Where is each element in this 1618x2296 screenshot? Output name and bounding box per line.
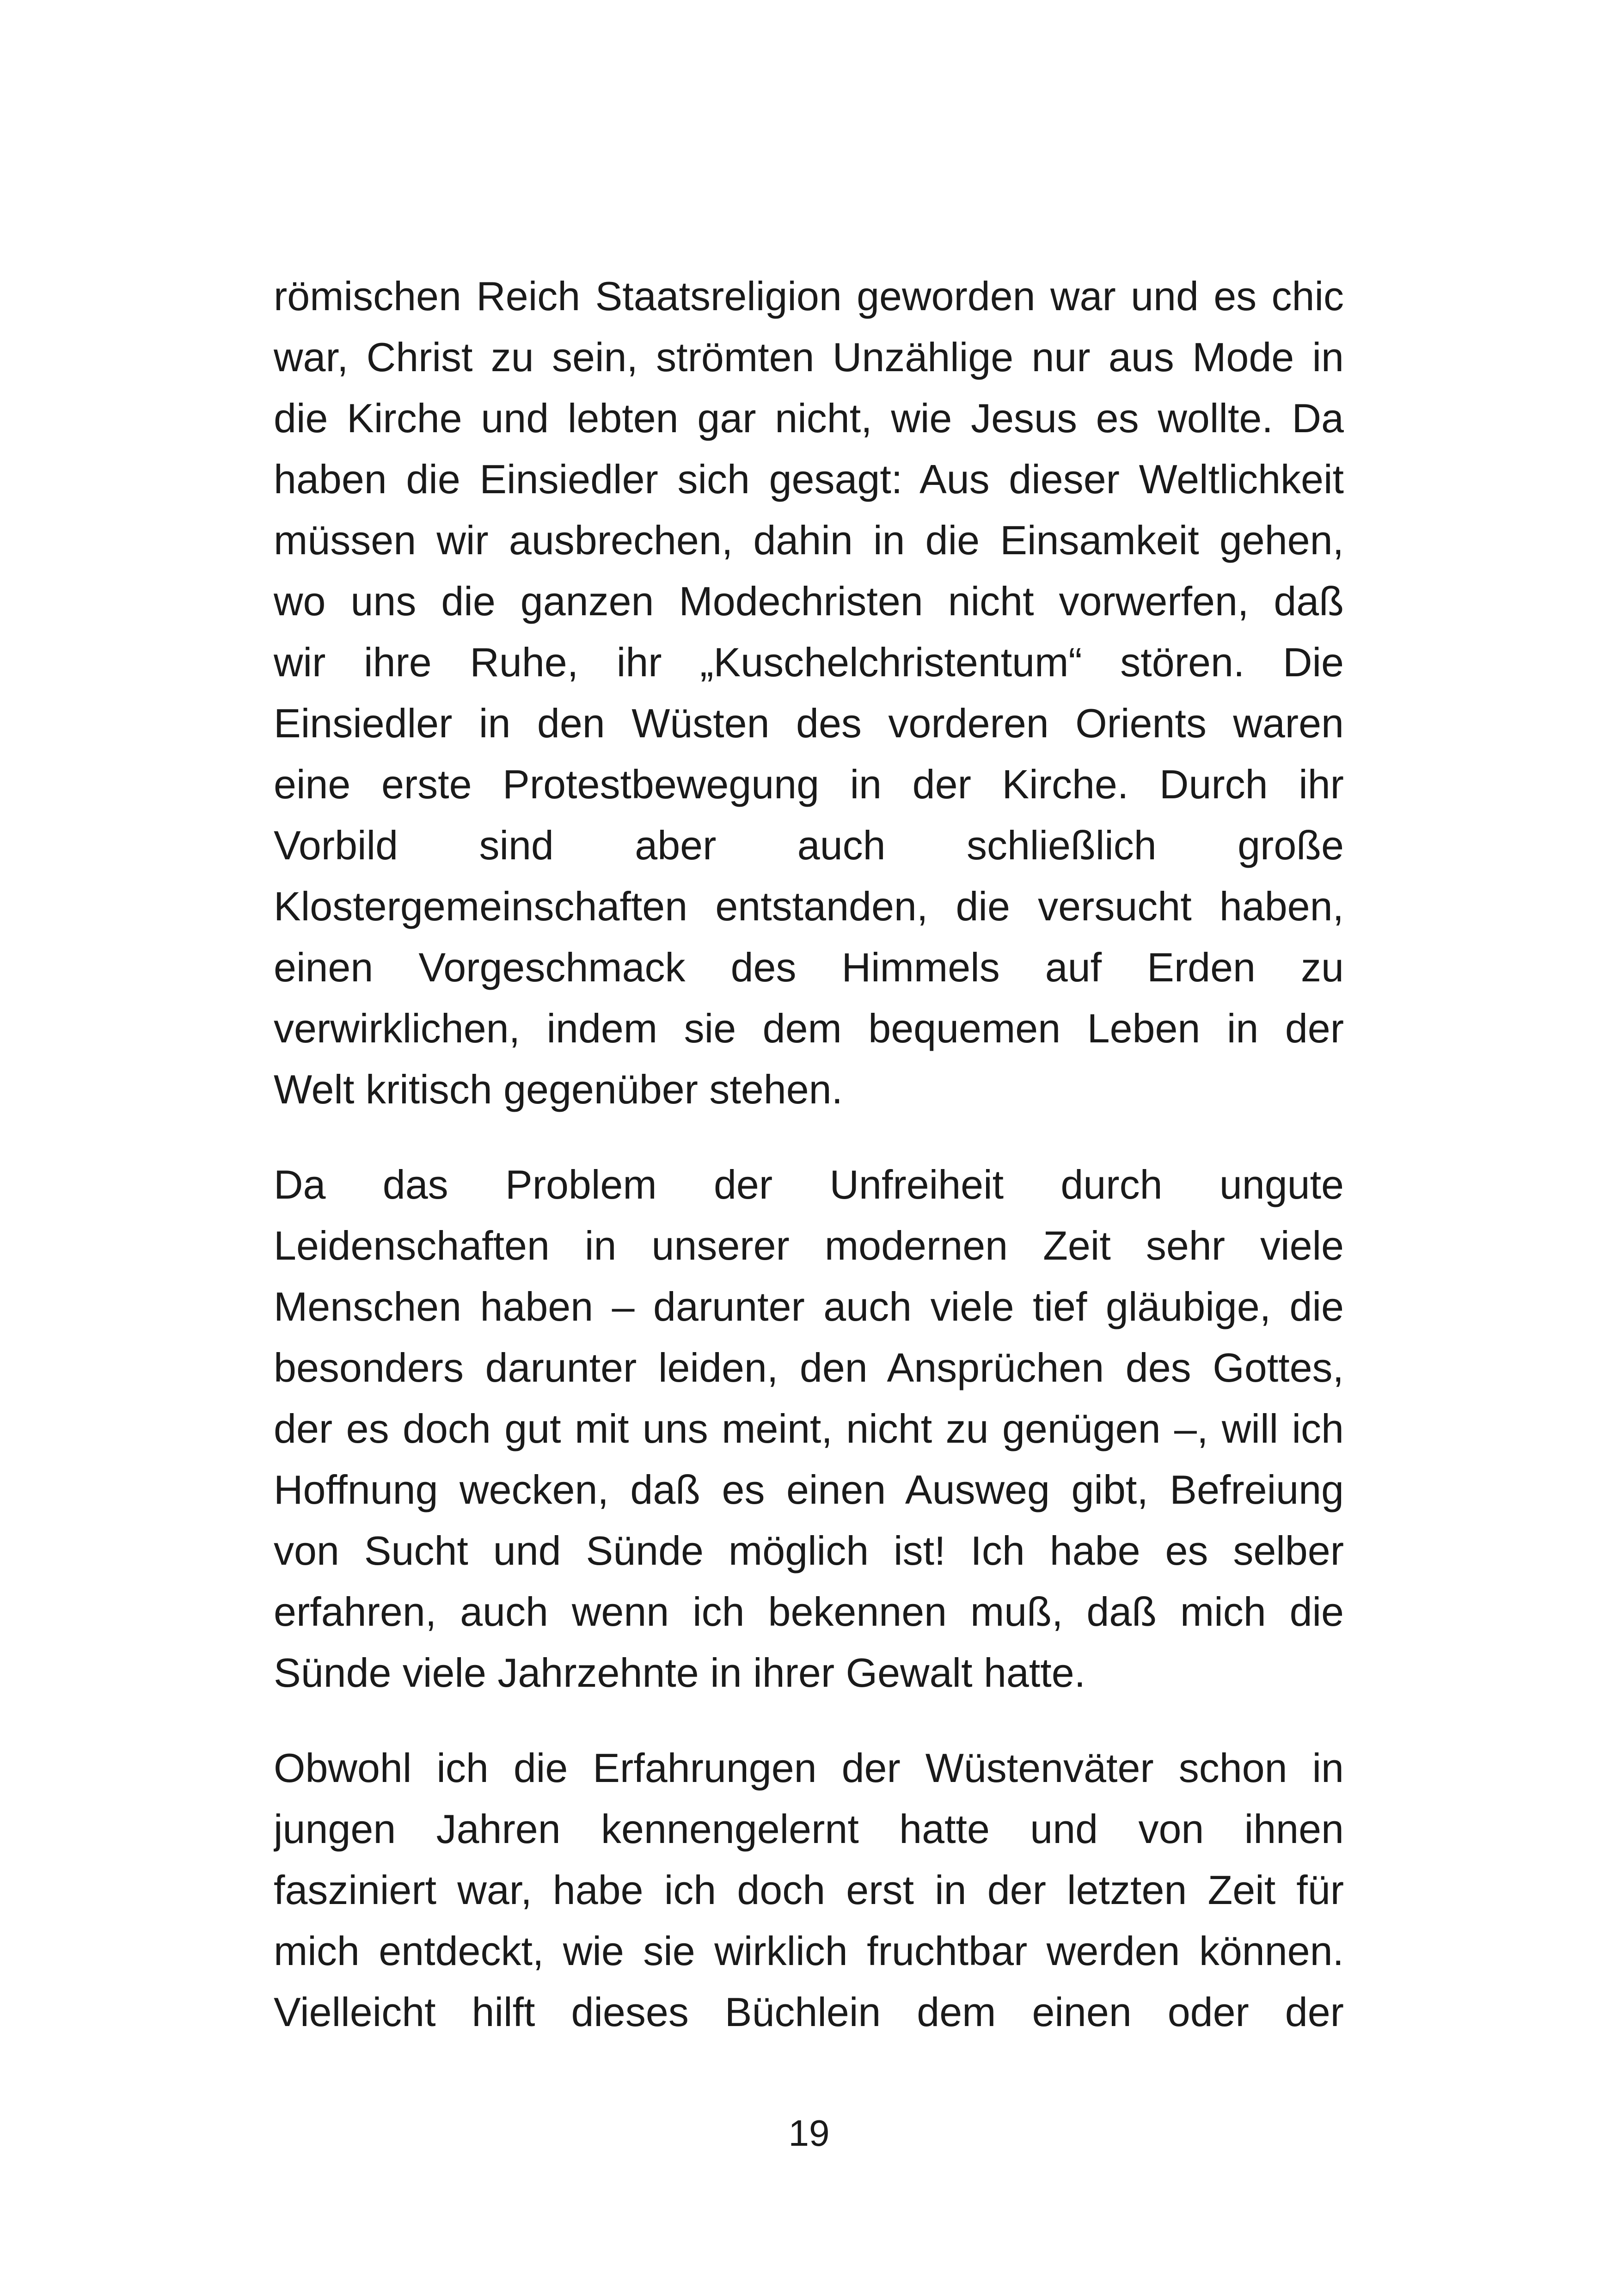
text-line: war, Christ zu sein, strömten Unzählige nur aus Mode in: [274, 334, 1344, 380]
text-line: erfahren, auch wenn ich bekennen muß, daß mich die: [274, 1589, 1344, 1635]
text-line: wo uns die ganzen Modechristen nicht vorwerfen, daß: [274, 578, 1344, 624]
page-number: 19: [788, 2112, 830, 2154]
text-line: Hoffnung wecken, daß es einen Ausweg gibt, Befreiung: [274, 1467, 1344, 1512]
body-text: [274, 266, 1344, 2077]
text-line: der es doch gut mit uns meint, nicht zu genügen –, will ich: [274, 1406, 1344, 1451]
text-line: Da das Problem der Unfreiheit durch ungute: [274, 1162, 1344, 1207]
paragraph-3: [274, 1738, 1344, 2043]
text-line: eine erste Protestbewegung in der Kirche. Durch ihr: [274, 761, 1344, 807]
text-line: Vielleicht hilft dieses Büchlein dem einen oder der: [274, 1989, 1344, 2035]
text-line: besonders darunter leiden, den Ansprüchen des Gottes,: [274, 1345, 1344, 1390]
text-line: von Sucht und Sünde möglich ist! Ich habe es selber: [274, 1528, 1344, 1574]
text-line: Menschen haben – darunter auch viele tief gläubige, die: [274, 1284, 1344, 1329]
text-line: fasziniert war, habe ich doch erst in der letzten Zeit für: [274, 1867, 1344, 1913]
text-line: wir ihre Ruhe, ihr „Kuschelchristentum“ stören. Die: [274, 639, 1344, 685]
text-line: einen Vorgeschmack des Himmels auf Erden zu: [274, 944, 1344, 990]
text-line: Klostergemeinschaften entstanden, die versucht haben,: [274, 883, 1344, 929]
text-line: römischen Reich Staatsreligion geworden war und es chic: [274, 273, 1344, 319]
text-line: Obwohl ich die Erfahrungen der Wüstenväter schon in: [274, 1745, 1344, 1791]
text-line: jungen Jahren kennengelernt hatte und von ihnen: [274, 1806, 1344, 1852]
text-line: Sünde viele Jahrzehnte in ihrer Gewalt hatte.: [274, 1650, 1086, 1696]
text-line: verwirklichen, indem sie dem bequemen Leben in der: [274, 1005, 1344, 1051]
text-line: Leidenschaften in unserer modernen Zeit sehr viele: [274, 1223, 1344, 1268]
paragraph-1: [274, 266, 1344, 1120]
text-line: mich entdeckt, wie sie wirklich fruchtbar werden können.: [274, 1928, 1344, 1974]
text-line: Vorbild sind aber auch schließlich große: [274, 822, 1344, 868]
paragraph-2: [274, 1154, 1344, 1703]
text-line: Einsiedler in den Wüsten des vorderen Orients waren: [274, 700, 1344, 746]
text-line: die Kirche und lebten gar nicht, wie Jesus es wollte. Da: [274, 395, 1344, 441]
text-line: haben die Einsiedler sich gesagt: Aus dieser Weltlichkeit: [274, 456, 1344, 502]
text-line: müssen wir ausbrechen, dahin in die Einsamkeit gehen,: [274, 517, 1344, 563]
text-line: Welt kritisch gegenüber stehen.: [274, 1066, 843, 1112]
